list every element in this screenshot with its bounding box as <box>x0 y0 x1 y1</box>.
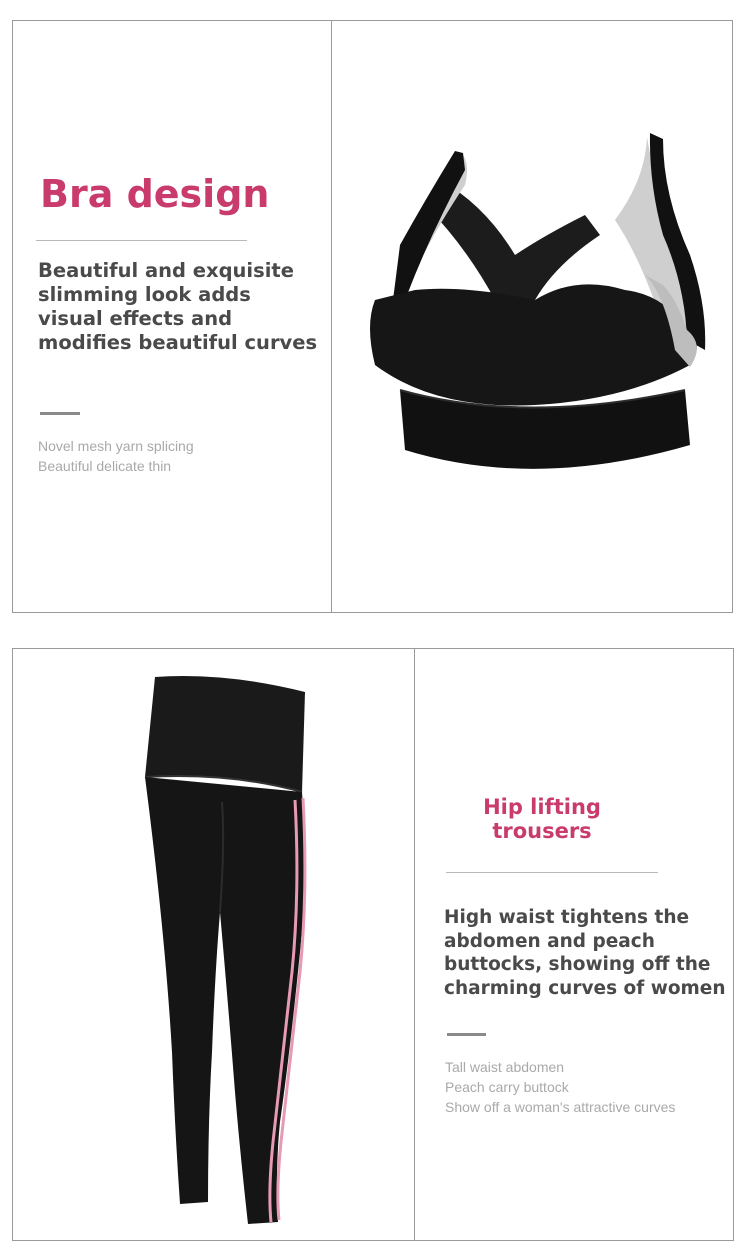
trousers-title-line: trousers <box>492 819 592 843</box>
trousers-detail-line: Show off a woman's attractive curves <box>445 1099 676 1115</box>
bra-title: Bra design <box>40 172 270 216</box>
bra-headline-line: visual effects and <box>38 307 233 330</box>
trousers-title-divider <box>446 872 658 873</box>
trousers-detail <box>445 1057 675 1117</box>
bra-title-divider <box>36 240 247 241</box>
leggings-illustration <box>130 672 320 1232</box>
bra-detail-line: Beautiful delicate thin <box>38 458 172 474</box>
trousers-detail-line: Tall waist abdomen <box>445 1059 565 1075</box>
bra-detail-dash <box>40 412 80 415</box>
trousers-title-line: Hip lifting <box>483 795 601 819</box>
bra-headline <box>38 259 317 355</box>
bra-headline-line: Beautiful and exquisite <box>38 259 294 282</box>
trousers-headline-line: buttocks, showing off the <box>444 954 711 975</box>
trousers-headline-line: abdomen and peach <box>444 930 655 952</box>
trousers-headline-line: charming curves of women <box>444 977 726 999</box>
bra-headline-line: slimming look adds <box>38 283 251 306</box>
trousers-detail-line: Peach carry buttock <box>445 1079 569 1095</box>
trousers-detail-dash <box>447 1033 486 1036</box>
bra-headline-line: modifies beautiful curves <box>38 331 318 354</box>
bra-detail <box>38 436 194 476</box>
trousers-title <box>458 795 626 843</box>
bra-detail-line: Novel mesh yarn splicing <box>38 438 194 454</box>
trousers-headline-line: High waist tightens the <box>444 907 690 928</box>
sports-bra-illustration <box>345 125 720 495</box>
trousers-headline <box>444 906 726 1000</box>
